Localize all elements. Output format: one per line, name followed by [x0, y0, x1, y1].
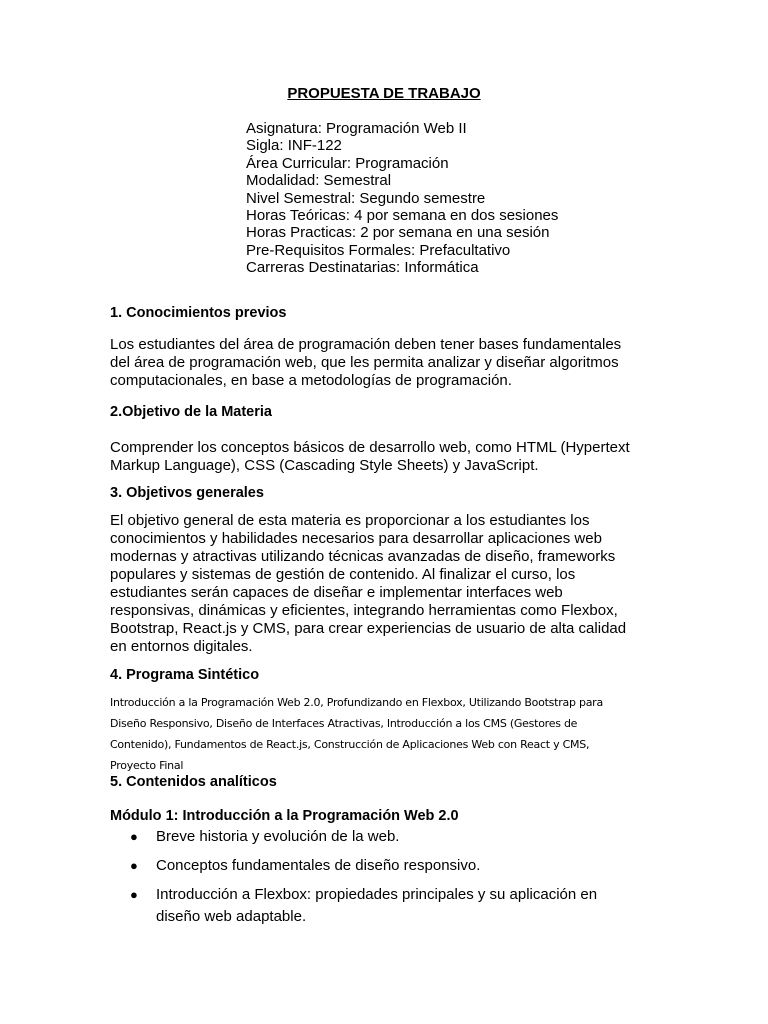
list-item: [110, 855, 670, 877]
paragraph-line: Markup Language), CSS (Cascading Style Sheets) y JavaScript.: [110, 457, 539, 474]
section-heading-conocimientos: 1. Conocimientos previos: [110, 305, 287, 321]
paragraph-line: estudiantes serán capaces de diseñar e implementar interfaces web: [110, 584, 563, 601]
meta-nivel-semestral: Nivel Semestral: Segundo semestre: [246, 189, 486, 207]
list-item-text: Breve historia y evolución de la web.: [156, 828, 400, 845]
meta-carreras: Carreras Destinatarias: Informática: [246, 259, 479, 277]
section-heading-objetivo-materia: 2.Objetivo de la Materia: [110, 404, 272, 420]
list-item: [110, 884, 670, 928]
paragraph-line: Introducción a la Programación Web 2.0, Profundizando en Flexbox, Utilizando Bootstrap para: [110, 696, 603, 709]
paragraph-line: conocimientos y habilidades necesarios para desarrollar aplicaciones web: [110, 530, 602, 547]
section-heading-objetivos-generales: 3. Objetivos generales: [110, 485, 264, 501]
paragraph-line: Contenido), Fundamentos de React.js, Construcción de Aplicaciones Web con React y CMS,: [110, 738, 590, 751]
meta-area-curricular: Área Curricular: Programación: [246, 154, 449, 172]
section-heading-contenidos-analiticos: 5. Contenidos analíticos: [110, 774, 277, 790]
paragraph-line: Proyecto Final: [110, 759, 184, 772]
paragraph-line: populares y sistemas de gestión de contenido. Al finalizar el curso, los: [110, 566, 576, 583]
list-item-text: Introducción a Flexbox: propiedades principales y su aplicación en: [156, 886, 598, 903]
paragraph-line: modernas y atractivas utilizando técnicas avanzadas de diseño, frameworks: [110, 548, 616, 565]
meta-pre-requisitos: Pre-Requisitos Formales: Prefacultativo: [246, 241, 511, 259]
section-body-objetivos-generales: [110, 512, 670, 656]
bullet-icon: ●: [130, 858, 138, 873]
document-title: PROPUESTA DE TRABAJO: [287, 85, 481, 102]
section-body-conocimientos: [110, 336, 670, 390]
section-body-programa-sintetico: [110, 692, 670, 776]
paragraph-line: responsivas, dinámicas y eficientes, integrando herramientas como Flexbox,: [110, 602, 618, 619]
paragraph-line: Diseño Responsivo, Diseño de Interfaces Atractivas, Introducción a los CMS (Gestores de: [110, 717, 578, 730]
paragraph-line: Comprender los conceptos básicos de desarrollo web, como HTML (Hypertext: [110, 439, 630, 456]
paragraph-line: El objetivo general de esta materia es proporcionar a los estudiantes los: [110, 512, 590, 529]
paragraph-line: Los estudiantes del área de programación deben tener bases fundamentales: [110, 336, 622, 353]
meta-horas-practicas: Horas Practicas: 2 por semana en una sesión: [246, 224, 550, 242]
module-1-topics: [110, 826, 670, 935]
paragraph-line: en entornos digitales.: [110, 638, 253, 655]
bullet-icon: ●: [130, 887, 138, 902]
meta-modalidad: Modalidad: Semestral: [246, 172, 392, 190]
paragraph-line: computacionales, en base a metodologías de programación.: [110, 372, 512, 389]
section-body-objetivo-materia: [110, 439, 670, 475]
module-1-heading: Módulo 1: Introducción a la Programación Web 2.0: [110, 808, 459, 824]
list-item: [110, 826, 670, 848]
meta-sigla: Sigla: INF-122: [246, 137, 342, 155]
meta-horas-teoricas: Horas Teóricas: 4 por semana en dos sesiones: [246, 207, 559, 225]
bullet-icon: ●: [130, 829, 138, 844]
paragraph-line: Bootstrap, React.js y CMS, para crear experiencias de usuario de alta calidad: [110, 620, 627, 637]
list-item-text: diseño web adaptable.: [156, 908, 307, 925]
list-item-text: Conceptos fundamentales de diseño responsivo.: [156, 857, 481, 874]
section-heading-programa-sintetico: 4. Programa Sintético: [110, 667, 260, 683]
meta-asignatura: Asignatura: Programación Web II: [246, 120, 467, 137]
course-metadata: [246, 120, 558, 277]
paragraph-line: del área de programación web, que les permita analizar y diseñar algoritmos: [110, 354, 619, 371]
